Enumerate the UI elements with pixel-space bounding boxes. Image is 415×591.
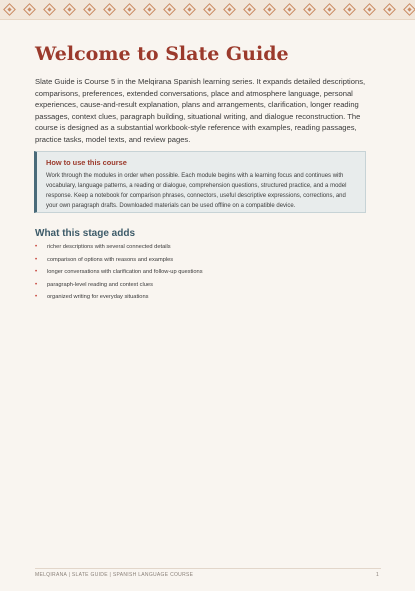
footer-divider	[35, 568, 381, 569]
bullet-dot-icon: •	[35, 281, 38, 288]
decorative-top-border	[0, 0, 415, 20]
diamond-ornament-icon	[143, 3, 156, 16]
list-item	[35, 243, 203, 256]
diamond-ornament-icon	[363, 3, 376, 16]
bullet-dot-icon: •	[35, 294, 38, 300]
bullet-dot-icon: •	[35, 269, 38, 275]
list-item-text: paragraph-level reading and context clues	[47, 281, 153, 288]
bullet-dot-icon: •	[35, 256, 38, 263]
callout-text: Work through the modules in order when possible. Each module begins with a learning focus and continues with vocabulary, language patterns, a reading or dialogue, comprehension questions, structured practice, and a model response. Keep a notebook for comparison phrases, connectors, useful descriptive expressions, corrections, and your own paragraph drafts. Downloaded materials can be used offline on a compatible device.	[46, 173, 347, 209]
diamond-ornament-icon	[83, 3, 96, 16]
list-item-text: longer conversations with clarification and follow-up questions	[47, 269, 203, 275]
how-to-use-callout	[34, 151, 366, 213]
diamond-ornament-icon	[3, 3, 16, 16]
stage-features-list	[35, 243, 203, 306]
diamond-ornament-icon	[203, 3, 216, 16]
intro-paragraph: Slate Guide is Course 5 in the Melqirana Spanish learning series. It expands detailed descriptions, comparisons, preferences, extended conversations, place and atmosphere language, personal experiences, cause-and-result explanation, plans and arrangements, clarification, longer reading passages, context clues, paragraph building, situational writing, and dialogue reconstruction. The course is designed as a substantial workbook-style reference with examples, reading passages, practice tasks, model texts, and review pages.	[35, 77, 366, 144]
diamond-ornament-icon	[63, 3, 76, 16]
section-heading: What this stage adds	[35, 228, 136, 239]
list-item	[35, 281, 203, 294]
diamond-ornament-icon	[183, 3, 196, 16]
diamond-ornament-icon	[403, 3, 415, 16]
footer-text: MELQIRANA | SLATE GUIDE | SPANISH LANGUAGE COURSE	[35, 572, 194, 578]
list-item	[35, 293, 203, 306]
list-item-text: richer descriptions with several connected details	[47, 244, 171, 250]
bullet-dot-icon: •	[35, 244, 38, 250]
list-item-text: organized writing for everyday situations	[47, 294, 149, 300]
diamond-ornament-icon	[103, 3, 116, 16]
page-title: Welcome to Slate Guide	[35, 43, 289, 65]
callout-title: How to use this course	[46, 158, 127, 167]
diamond-ornament-icon	[263, 3, 276, 16]
diamond-ornament-icon	[383, 3, 396, 16]
list-item	[35, 268, 203, 281]
diamond-ornament-icon	[323, 3, 336, 16]
list-item	[35, 256, 203, 269]
diamond-ornament-icon	[243, 3, 256, 16]
diamond-ornament-icon	[43, 3, 56, 16]
diamond-ornament-icon	[123, 3, 136, 16]
diamond-ornament-icon	[343, 3, 356, 16]
list-item-text: comparison of options with reasons and examples	[47, 256, 174, 263]
diamond-ornament-icon	[163, 3, 176, 16]
diamond-ornament-icon	[283, 3, 296, 16]
diamond-ornament-icon	[223, 3, 236, 16]
diamond-ornament-icon	[303, 3, 316, 16]
diamond-ornament-icon	[23, 3, 36, 16]
page-number: 1	[376, 572, 379, 578]
